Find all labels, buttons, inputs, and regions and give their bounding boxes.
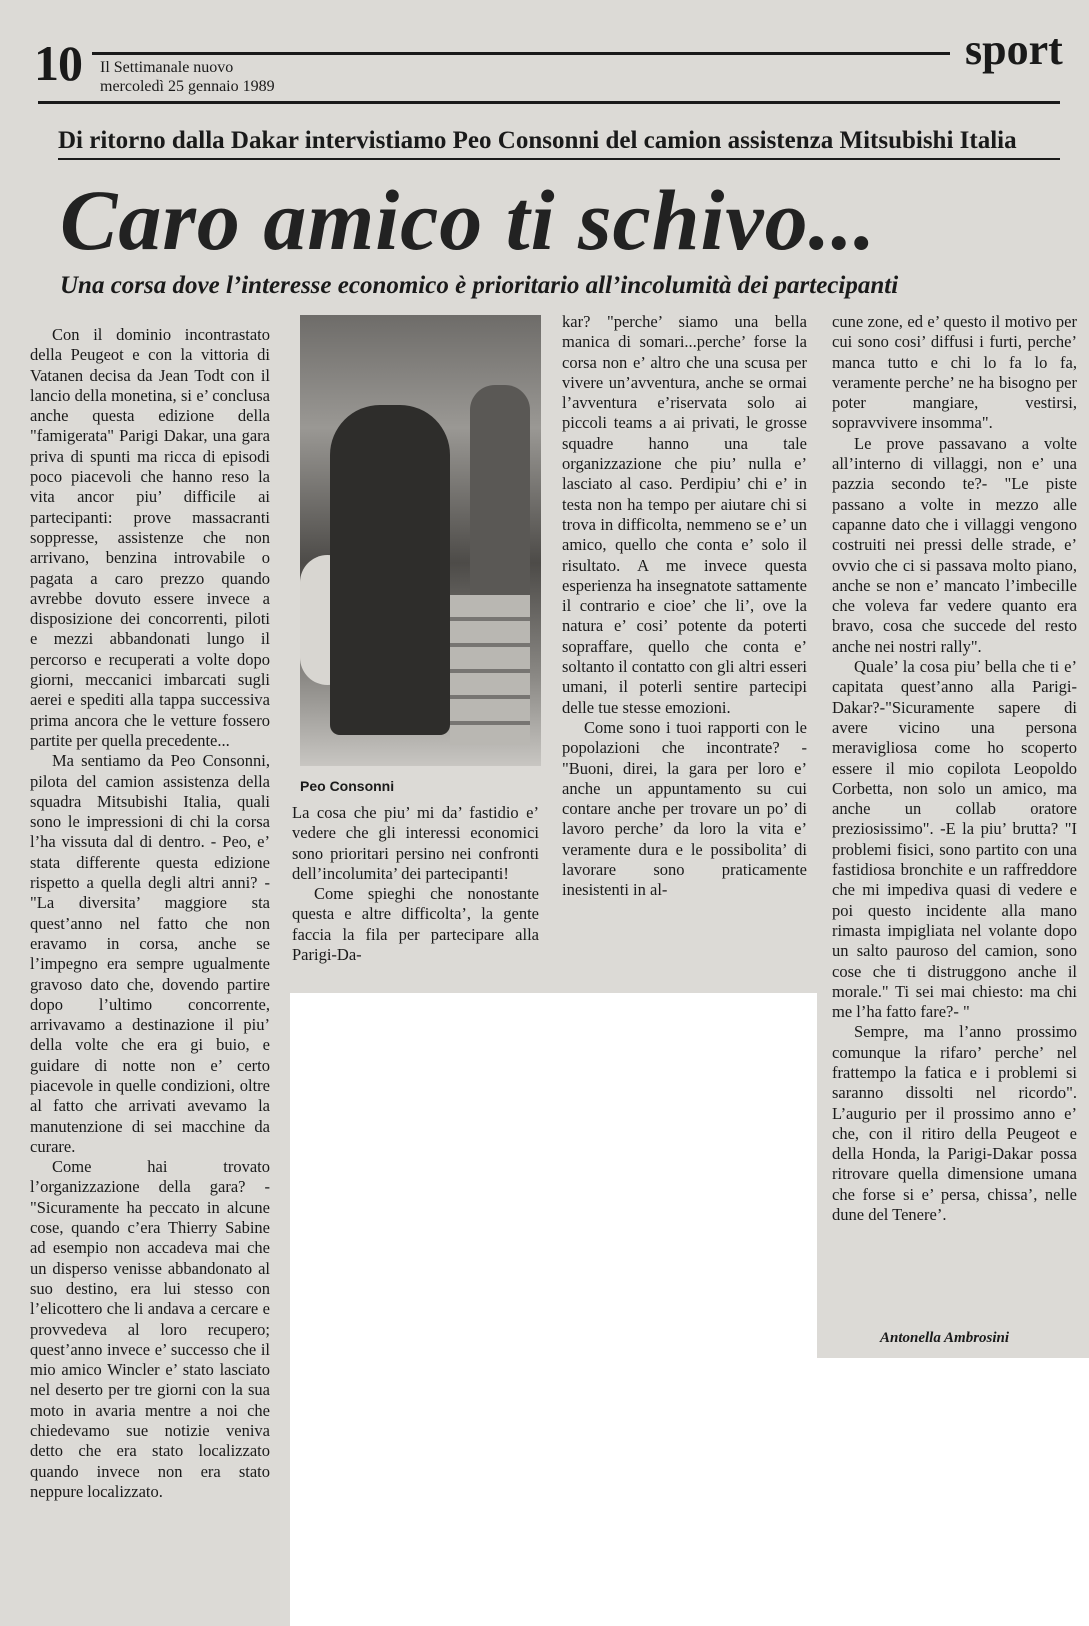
paragraph: kar? "perche’ siamo una bella manica di somari...perche’ forse la corsa non e’ altro che una scusa per vivere un’avventura, anche se ormai l’avventura e’riservata solo ai piccoli teams a ai privati, le grosse squadre hanno una tale organizzazione che piu’ nulla e’ lasciato al caso. Perdipiu’ chi e’ in testa non ha tempo per aiutare chi si trova in difficolta, nemmeno se e’ un amico, quello che conta e’ solo il risultato. A me invece questa esperienza ha insegnatote sattamente il contrario e cioe’ che li’, ove la natura e’ cosi’ potente da poterti sopraffare, quello che conta e’ soltanto il contatto con gli altri esseri umani, il poterli sentire partecipi delle tue stesse emozioni. [562,312,807,717]
paragraph: Come hai trovato l’organizzazione della gara? -"Sicuramente ha peccato in alcune cose, quando c’era Thierry Sabine ad esempio non accadeva mai che un disperso venisse abbandonato al suo destino, era lui stesso con l’elicottero che li andava a cercare e provvedeva al loro recupero; quest’anno invece e’ successo che il mio amico Wincler e’ stato lasciato nel deserto per tre giorni con la sua moto in avaria mentre a noi che chiedevamo sue notizie veniva detto che era stato localizzato quando invece non era stato neppure localizzato. [30,1157,270,1501]
masthead-bottom-rule [38,101,1060,104]
photo-caption: Peo Consonni [300,778,395,794]
publication-name: Il Settimanale nuovo [100,59,234,76]
kicker-rule [58,158,1060,160]
article-subhead: Una corsa dove l’interesse economico è prioritario all’incolumità dei partecipanti [60,272,899,299]
paragraph: cune zone, ed e’ questo il motivo per cui sono cosi’ diffusi i furti, perche’ manca tutto e chi lo fa lo fa, veramente perche’ ne ha bisogno per poter mangiare, vestirsi, sopravvivere insomma". [832,312,1077,433]
publication-date: mercoledì 25 gennaio 1989 [100,78,275,95]
photo-crate-shape [450,595,530,745]
blank-area-right [817,1358,1089,1626]
photo-person-shape [330,405,450,735]
article-byline: Antonella Ambrosini [880,1330,1010,1346]
paragraph: Le prove passavano a volte all’interno di villaggi, non e’ una pazzia secondo te?- "Le piste passano a volte in mezzo alle capanne dato che i villaggi vengono costruiti nei pressi delle strade, e’ ovvio che ci si passava molto piano, anche se non e’ mancato l’imbecille che voleva far vedere quanto era bravo, cosa che succede del resto anche nei nostri rally". [832,433,1077,656]
article-kicker: Di ritorno dalla Dakar intervistiamo Peo Consonni del camion assistenza Mitsubishi Italia [58,127,1017,154]
section-label: sport [965,25,1063,74]
column-2 [292,803,539,988]
column-4 [832,312,1077,1355]
paragraph: Ma sentiamo da Peo Consonni, pilota del camion assistenza della squadra Mitsubishi Italia, quali sono le impressioni di chi la corsa l’ha vissuta dal di dentro. - Peo, e’ stata differente questa edizione rispetto a quella degli altri anni? - "La diversita’ maggiore sta quest’anno nel fatto che non eravamo in corsa, anche se l’impegno era sempre ugualmente gravoso dato che, dovendo partire dopo l’ultimo concorrente, arrivavamo a destinazione il piu’ della volte che era gi buio, e guidare di notte non e’ certo piacevole in quelle condizioni, oltre al fatto che arrivati avevamo la manutenzione di sei macchine da curare. [30,751,270,1156]
paragraph: Con il dominio incontrastato della Peugeot e con la vittoria di Vatanen decisa da Jean Todt con il lancio della monetina, si e’ conclusa anche questa edizione della "famigerata" Parigi Dakar, una gara priva di spunti ma ricca di episodi poco piacevoli che hanno reso la vita ancor piu’ difficile ai partecipanti: prove massacranti soppresse, assistenze che non arrivano, benzina introvabile o pagata a caro prezzo quando avrebbe dovuto essere invece a disposizione dei concorrenti, piloti e mezzi abbandonati lungo il percorso e recuperati a volte dopo giorni, meccanici imbarcati sugli aerei e spediti alla tappa successiva prima ancora che le vetture fossero partite per quella precedente... [30,325,270,750]
paragraph: Come spieghi che nonostante questa e altre difficolta’, la gente faccia la fila per partecipare alla Parigi-Da- [292,884,539,965]
article-headline: Caro amico ti schivo... [60,172,877,268]
paragraph: Quale’ la cosa piu’ bella che ti e’ capitata quest’anno alla Parigi-Dakar?-"Sicuramente sapere di avere vicino una persona meravigliosa come ho scoperto essere il mio copilota Leopoldo Corbetta, non solo un amico, ma anche un collab oratore preziosissimo". -E la piu’ brutta? "I problemi fisici, sono partito con una fastidiosa bronchite e un raffreddore che mi impediva quasi di vedere e poi questo incidente alla mano rimasta impigliata nel volante dopo un salto pauroso del camion, sono cose che ti distruggono anche il morale." Ti sei mai chiesto: ma chi me l’ha fatto fare?- " [832,657,1077,1022]
column-1 [30,325,270,1623]
masthead-rule [92,52,950,55]
blank-area [290,993,817,1626]
column-3 [562,312,807,988]
publication-info [100,58,275,96]
paragraph: Come sono i tuoi rapporti con le popolazioni che incontrate? - "Buoni, direi, la gara per loro e’ anche un appuntamento su cui contare anche per trovare un po’ di lavoro perche’ da loro la vita e’ veramente dura e le possibolita’ di lavorare sono praticamente inesistenti in al- [562,717,807,900]
paragraph: La cosa che piu’ mi da’ fastidio e’ vedere che gli interessi economici sono prioritari persino nei confronti dell’incolumita’ dei partecipanti! [292,803,539,883]
paragraph: Sempre, ma l’anno prossimo comunque la rifaro’ perche’ nel frattempo la fatica e i problemi si saranno dissolti nel ricordo". L’augurio per il prossimo anno e’ che, con il ritiro della Peugeot e della Honda, la Parigi-Dakar possa ritrovare quella dimensione umana che forse si e’ persa, chissa’, nelle dune del Tenere’. [832,1022,1077,1225]
photo-peo-consonni [300,315,541,766]
page-number: 10 [34,35,82,91]
